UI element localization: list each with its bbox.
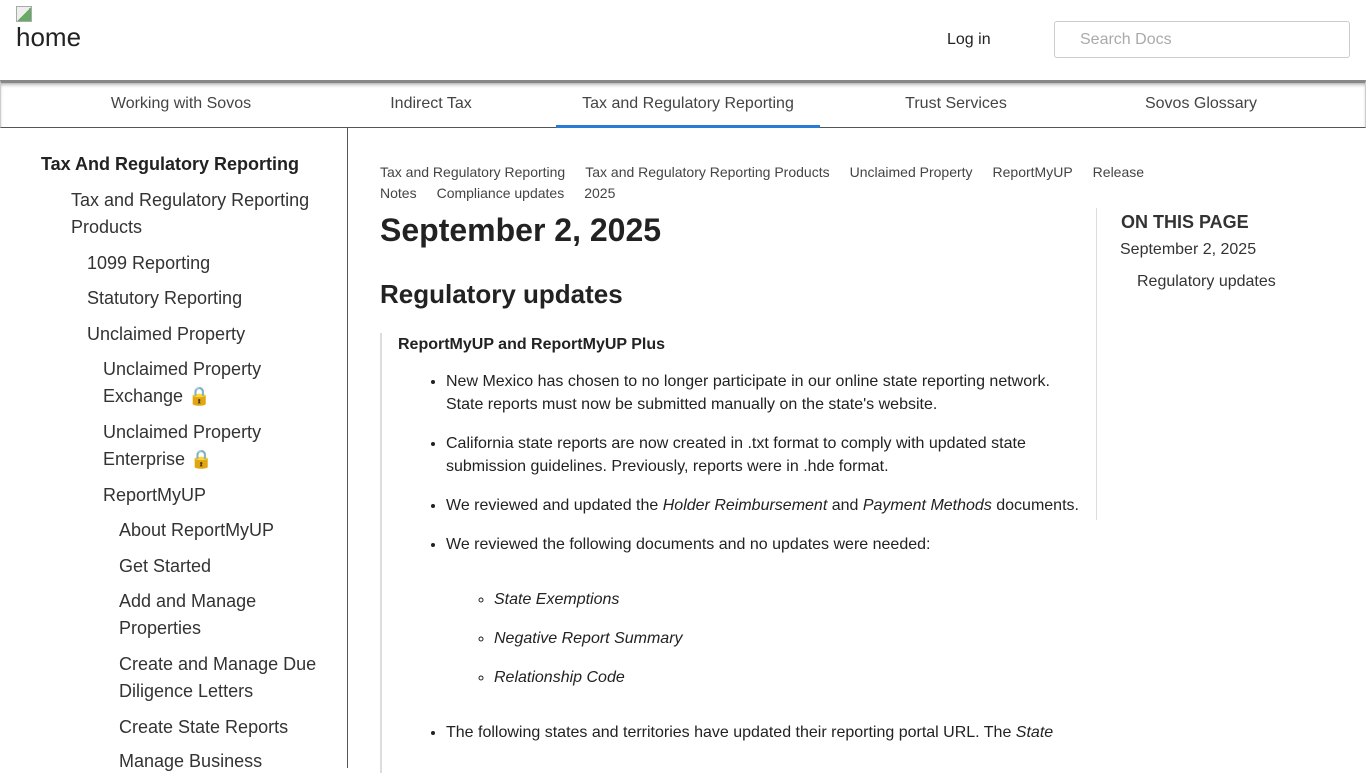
login-link[interactable]: Log in xyxy=(947,31,991,48)
toc-title: ON THIS PAGE xyxy=(1121,212,1249,232)
content-block xyxy=(380,333,1080,773)
subheading: ReportMyUP and ReportMyUP Plus xyxy=(398,336,666,353)
sidebar-item[interactable]: Manage Business xyxy=(119,751,263,771)
page-title: September 2, 2025 xyxy=(380,212,662,248)
list-item: • The following states and territories have updated their reporting portal URL. The State xyxy=(446,721,1080,744)
header xyxy=(0,0,1366,80)
breadcrumb-link[interactable]: Release Notes xyxy=(380,164,1145,201)
toc-link[interactable]: Regulatory updates xyxy=(1137,273,1276,290)
sidebar-item[interactable]: 1099 Reporting xyxy=(87,253,211,273)
sidebar-item[interactable]: ReportMyUP xyxy=(103,485,207,505)
toc-link[interactable]: September 2, 2025 xyxy=(1120,241,1257,258)
on-this-page xyxy=(1096,208,1336,520)
sidebar-item[interactable]: Create and Manage Due Diligence Letters xyxy=(119,654,317,701)
list-item: • New Mexico has chosen to no longer participate in our online state reporting network. State reports must now be submitted manually on the state's website. xyxy=(446,370,1080,416)
sidebar-item[interactable]: Tax And Regulatory Reporting xyxy=(41,154,300,174)
top-nav xyxy=(0,80,1366,128)
sidebar-item[interactable]: Unclaimed Property xyxy=(87,324,246,344)
sidebar-item[interactable]: Statutory Reporting xyxy=(87,288,243,308)
tab-indirect-tax[interactable]: Indirect Tax xyxy=(390,95,472,112)
sidebar-item[interactable]: Unclaimed Property Enterprise 🔒 xyxy=(103,422,262,469)
search-input[interactable] xyxy=(1054,21,1350,58)
sidebar-item[interactable]: Get Started xyxy=(119,556,212,576)
sidebar xyxy=(0,128,348,771)
sidebar-item[interactable]: Tax and Regulatory Reporting Products xyxy=(71,190,310,237)
breadcrumb-link[interactable]: Tax and Regulatory Reporting Products xyxy=(585,164,830,180)
list-item: • We reviewed and updated the Holder Reimbursement and Payment Methods documents. xyxy=(446,494,1080,517)
tab-tax-regulatory-reporting[interactable]: Tax and Regulatory Reporting xyxy=(556,83,820,128)
sub-list-item: ◦ State Exemptions xyxy=(494,588,1080,611)
list-item: • California state reports are now created in .txt format to comply with updated state submission guidelines. Previously, reports were in .hde format. xyxy=(446,432,1080,478)
breadcrumb-link[interactable]: Compliance updates xyxy=(436,185,565,201)
logo-alt-text: home xyxy=(16,22,82,52)
breadcrumb-link[interactable]: ReportMyUP xyxy=(992,164,1073,180)
tab-sovos-glossary[interactable]: Sovos Glossary xyxy=(1144,95,1258,112)
section-heading: Regulatory updates xyxy=(380,279,623,309)
breadcrumb-link[interactable]: Unclaimed Property xyxy=(849,164,973,180)
sidebar-item[interactable]: About ReportMyUP xyxy=(119,520,275,540)
sub-list-item: ◦ Relationship Code xyxy=(494,666,1080,689)
breadcrumb xyxy=(380,162,1210,204)
broken-image-icon xyxy=(16,6,32,22)
sub-list-item: ◦ Negative Report Summary xyxy=(494,627,1080,650)
home-logo-link[interactable] xyxy=(16,6,81,53)
breadcrumb-link[interactable]: 2025 xyxy=(584,185,616,201)
sidebar-item[interactable]: Unclaimed Property Exchange 🔒 xyxy=(103,359,262,406)
breadcrumb-link[interactable]: Tax and Regulatory Reporting xyxy=(380,164,566,180)
tab-trust-services[interactable]: Trust Services xyxy=(905,95,1007,112)
list-item: • We reviewed the following documents and no updates were needed: ◦ State Exemptions ◦ Negative Report Summary ◦ Relationship Code xyxy=(446,533,1080,689)
sidebar-item[interactable]: Add and Manage Properties xyxy=(119,591,257,638)
tab-working-with-sovos[interactable]: Working with Sovos xyxy=(110,95,252,112)
sidebar-item[interactable]: Create State Reports xyxy=(119,717,289,737)
